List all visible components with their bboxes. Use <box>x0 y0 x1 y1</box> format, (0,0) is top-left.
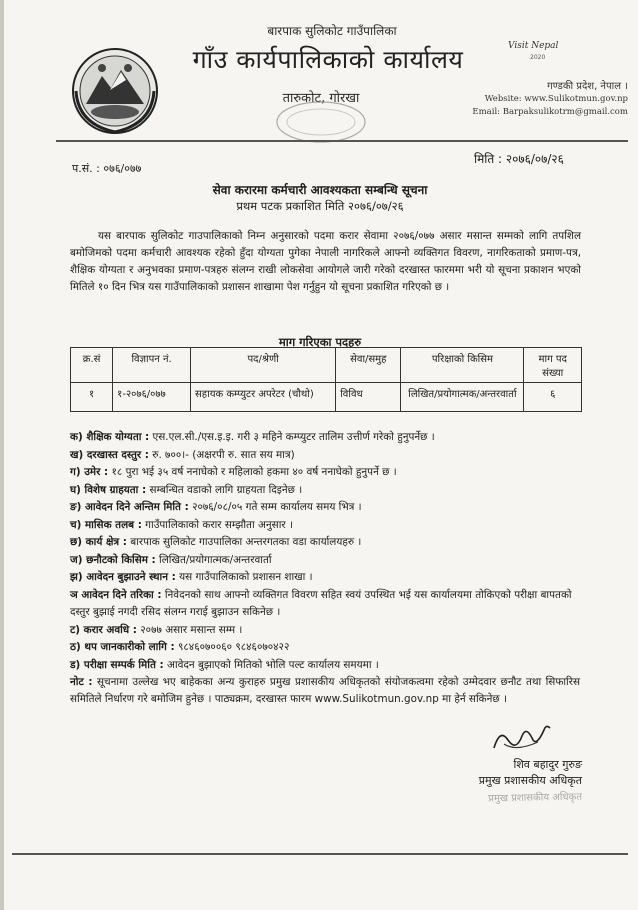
column-header: विज्ञापन नं. <box>113 348 191 383</box>
note-label: नोट : <box>70 676 93 688</box>
province: गण्डकी प्रदेश, नेपाल । <box>547 81 628 92</box>
notice-body: यस बारपाक सुलिकोट गाउपालिकाको निम्न अनुसारको पदमा करार सेवामा २०७६/०७७ असार मसान्त सम्मको लागि तपशिल बमोजिमको पदमा कर्मचारी आवश्यक रहेको हुँदा योग्यता पुगेका नेपाली नागरिकले आफ्नो व्यक्तिगत विवरण, नागरिकताको प्रमाण-पत्र, शैक्षिक योग्यता र अनुभवका प्रमाण-पत्रहरु संलग्न राखी लोकसेवा आयोगले जारी गरेको दरखास्त फारममा भरी यो सूचना प्रकाशन भएको मितिले १० दिन भित्र यस गाउँपालिकाको प्रशासन शाखामा पेश गर्नुहुन यो सूचना प्रकाशित गरिएको छ । <box>70 230 581 293</box>
footer-divider <box>12 853 628 855</box>
reference-number: प.सं. : ०७६/०७७ <box>72 162 142 175</box>
requirements-list <box>70 429 585 674</box>
notice-subtitle: प्रथम पटक प्रकाशित मिति २०७६/०७/२६ <box>236 199 404 213</box>
table-header-row <box>71 348 582 383</box>
signatory-name: शिव बहादुर गुरुङ <box>513 758 582 771</box>
list-item: घ) विशेष ग्राहयता : सम्बन्धित वडाको लागि ग्राहयता दिइनेछ । <box>70 483 303 496</box>
list-item: छ) कार्य क्षेत्र : बारपाक सुलिकोट गाउपालिका अन्तरगतका वडा कार्यालयहरु । <box>70 536 362 548</box>
visit-nepal-logo-icon <box>506 34 566 64</box>
office-address: तारुकोट, गोरखा <box>282 91 360 106</box>
office-stamp-icon <box>266 96 376 146</box>
list-item: ञ आवेदन दिने तरिका : निवेदनको साथ आफ्नो व्यक्तिगत विवरण सहित स्वयं उपस्थित भई यस कार्यालयमा तोकिएको परीक्षा बापतको दस्तुर बुझाई नगदी रसिद संलग्न गराई बुझाउन सकिनेछ । <box>70 588 572 618</box>
column-header: सेवा/समुह <box>336 348 401 383</box>
note-paragraph <box>70 674 580 707</box>
table-cell: सहायक कम्प्युटर अपरेटर (चौथो) <box>191 383 336 412</box>
table-row <box>71 383 582 412</box>
list-item: झ) आवेदन बुझाउने स्थान : यस गाउँपालिकाको प्रशासन शाखा । <box>70 571 313 583</box>
list-item: ठ) थप जानकारीको लागि : ९८४६०७००६० ९८४६०७०४२२ <box>70 641 290 653</box>
list-item: च) मासिक तलब : गाउँपालिकाको करार सम्झौता अनुसार । <box>70 518 293 531</box>
posts-table-caption: माग गरिएका पदहरु <box>278 335 362 349</box>
table-cell: १-२०७६/०७७ <box>113 383 191 412</box>
header-divider <box>56 140 628 142</box>
signatory-title: प्रमुख प्रशासकीय अधिकृत <box>478 774 582 787</box>
list-item: ख) दरखास्त दस्तुर : रु. ७००।- (अक्षरपी रु. सात सय मात्र) <box>70 448 295 461</box>
notice-date: मिति : २०७६/०७/२६ <box>474 152 564 166</box>
column-header: परिक्षाको किसिम <box>401 348 524 383</box>
list-item: ङ) आवेदन दिने अन्तिम मिति : २०७६/०८/०५ गते सम्म कार्यालय समय भित्र । <box>70 501 362 513</box>
list-item: ड) परीक्षा सम्पर्क मिति : आवेदन बुझाएको मितिको भोलि पल्ट कार्यालय समयमा । <box>70 658 379 671</box>
list-item: क) शैक्षिक योग्यता : एस.एल.सी./एस.इ.इ. गरी ३ महिने कम्प्युटर तालिम उत्तीर्ण गरेको हुनुपर्नेछ । <box>70 431 435 443</box>
website: Website: www.Sulikotmun.gov.np <box>484 94 628 104</box>
nepal-emblem-icon <box>66 46 164 136</box>
municipality-name: बारपाक सुलिकोट गाउँपालिका <box>267 24 397 38</box>
contact-block <box>456 80 628 119</box>
page-edge <box>0 0 4 910</box>
svg-text:Visit Nepal: Visit Nepal <box>508 41 559 51</box>
list-item: ज) छनौटको किसिम : लिखित/प्रयोगात्मक/अन्तरवार्ता <box>70 553 272 566</box>
svg-text:2020: 2020 <box>530 54 546 61</box>
office-title: गाँउ कार्यपालिकाको कार्यालय <box>192 45 464 74</box>
posts-table <box>70 347 582 412</box>
column-header: पद/श्रेणी <box>191 348 336 383</box>
notice-title: सेवा करारमा कर्मचारी आवश्यकता सम्बन्धि सूचना <box>212 183 428 197</box>
column-header: माग पद संख्या <box>524 348 582 383</box>
signature-icon <box>486 718 556 758</box>
table-cell: ६ <box>524 383 582 412</box>
list-item: ग) उमेर : १८ पुरा भई ३५ वर्ष ननाघेको र महिलाको हकमा ४० वर्ष ननाघेको हुनुपर्ने छ । <box>70 466 397 478</box>
table-cell: विविध <box>336 383 401 412</box>
column-header: क्र.सं <box>71 348 113 383</box>
table-cell: लिखित/प्रयोगात्मक/अन्तरवार्ता <box>401 383 524 412</box>
list-item: ट) करार अवधि : २०७७ असार मसान्त सम्म । <box>70 623 243 636</box>
signatory-stamp: प्रमुख प्रशासकीय अधिकृत <box>488 791 583 805</box>
table-cell: १ <box>71 383 113 412</box>
note-text: सूचनामा उल्लेख भए बाहेकका अन्य कुराहरु प्रमुख प्रशासकीय अधिकृतको संयोजकत्वमा रहेको उम्मेदवार छनौट तथा सिफारिस समितिले निर्धारण गरे बमोजिम हुनेछ । पाठ्यक्रम, दरखास्त फारम www.Sulikotmun.gov.np मा हेर्न सकिनेछ । <box>70 676 580 705</box>
email: Email: Barpaksulikotrm@gmail.com <box>472 107 628 117</box>
